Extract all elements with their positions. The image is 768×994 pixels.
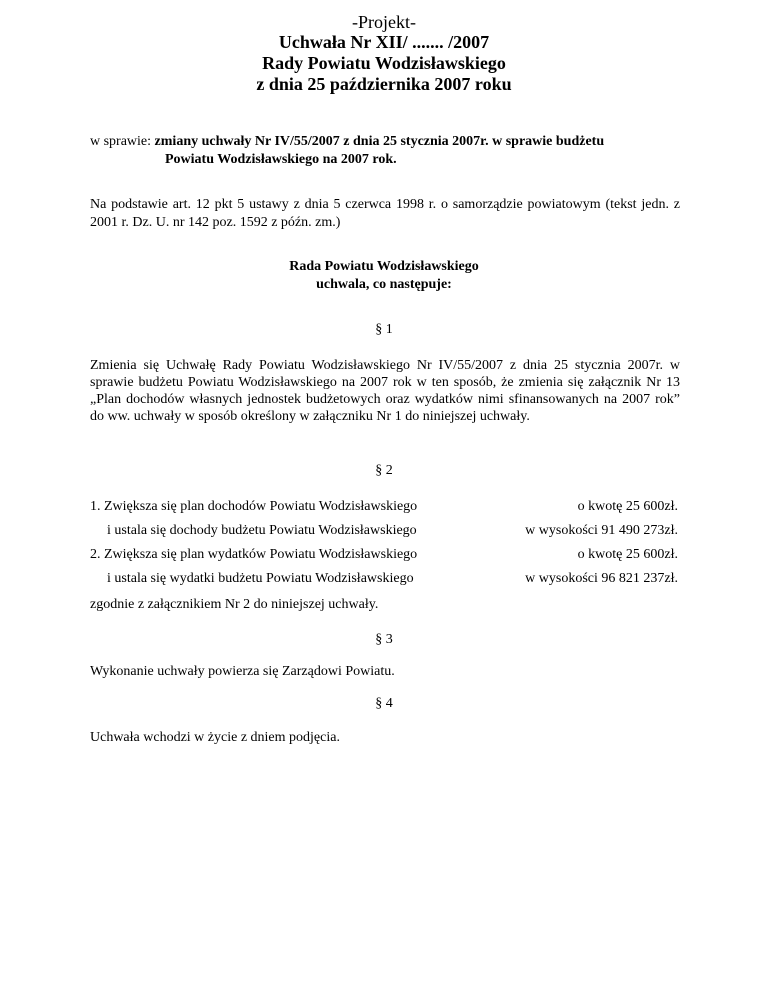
draft-label: -Projekt- <box>352 12 416 32</box>
expense-total-amount: w wysokości 96 821 237zł. <box>525 571 678 586</box>
council-decision-line-1: Rada Powiatu Wodzisławskiego <box>289 259 479 274</box>
subject-line-1: zmiany uchwały Nr IV/55/2007 z dnia 25 stycznia 2007r. w sprawie budżetu <box>154 134 605 149</box>
section-1-heading: § 1 <box>375 322 393 337</box>
council-decision <box>0 258 768 294</box>
subject-block <box>90 133 680 169</box>
resolution-number: Uchwała Nr XII/ ....... /2007 <box>278 32 490 52</box>
expense-increase-amount: o kwotę 25 600zł. <box>577 547 678 562</box>
resolution-date: z dnia 25 października 2007 roku <box>256 74 512 94</box>
council-decision-line-2: uchwala, co następuje: <box>316 277 452 292</box>
section-4-text: Uchwała wchodzi w życie z dniem podjęcia. <box>90 730 340 745</box>
income-total-amount: w wysokości 91 490 273zł. <box>525 523 678 538</box>
section-4-heading: § 4 <box>375 696 393 711</box>
council-name: Rady Powiatu Wodzisławskiego <box>262 53 506 73</box>
expense-increase-row <box>90 547 678 567</box>
document-header <box>0 12 768 95</box>
income-increase-amount: o kwotę 25 600zł. <box>577 499 678 514</box>
section-1-text: Zmienia się Uchwałę Rady Powiatu Wodzisławskiego Nr IV/55/2007 z dnia 25 stycznia 2007r. w sprawie budżetu Powiatu Wodzisławskiego na 2007 rok w ten sposób, że zmienia się załącznik Nr 13 „Plan dochodów własnych jednostek budżetowych oraz wydatków nimi sfinansowanych na 2007 rok” do ww. uchwały w sposób określony w załączniku Nr 1 do niniejszej uchwały. <box>90 358 680 424</box>
section-2-footer: zgodnie z załącznikiem Nr 2 do niniejszej uchwały. <box>90 597 379 612</box>
section-2-heading: § 2 <box>375 463 393 478</box>
income-increase-row <box>90 499 678 519</box>
income-total-label: i ustala się dochody budżetu Powiatu Wodzisławskiego <box>107 523 417 538</box>
section-3-text: Wykonanie uchwały powierza się Zarządowi Powiatu. <box>90 664 395 679</box>
section-3-heading: § 3 <box>375 632 393 647</box>
subject-line-2: Powiatu Wodzisławskiego na 2007 rok. <box>165 152 397 167</box>
subject-lead: w sprawie: <box>90 134 155 149</box>
legal-basis: Na podstawie art. 12 pkt 5 ustawy z dnia 5 czerwca 1998 r. o samorządzie powiatowym (tekst jedn. z 2001 r. Dz. U. nr 142 poz. 1592 z późn. zm.) <box>90 197 680 230</box>
expense-total-row <box>90 571 678 591</box>
expense-total-label: i ustala się wydatki budżetu Powiatu Wodzisławskiego <box>107 571 414 586</box>
expense-increase-label: 2. Zwiększa się plan wydatków Powiatu Wodzisławskiego <box>90 547 418 562</box>
income-increase-label: 1. Zwiększa się plan dochodów Powiatu Wodzisławskiego <box>90 499 418 514</box>
income-total-row <box>90 523 678 543</box>
